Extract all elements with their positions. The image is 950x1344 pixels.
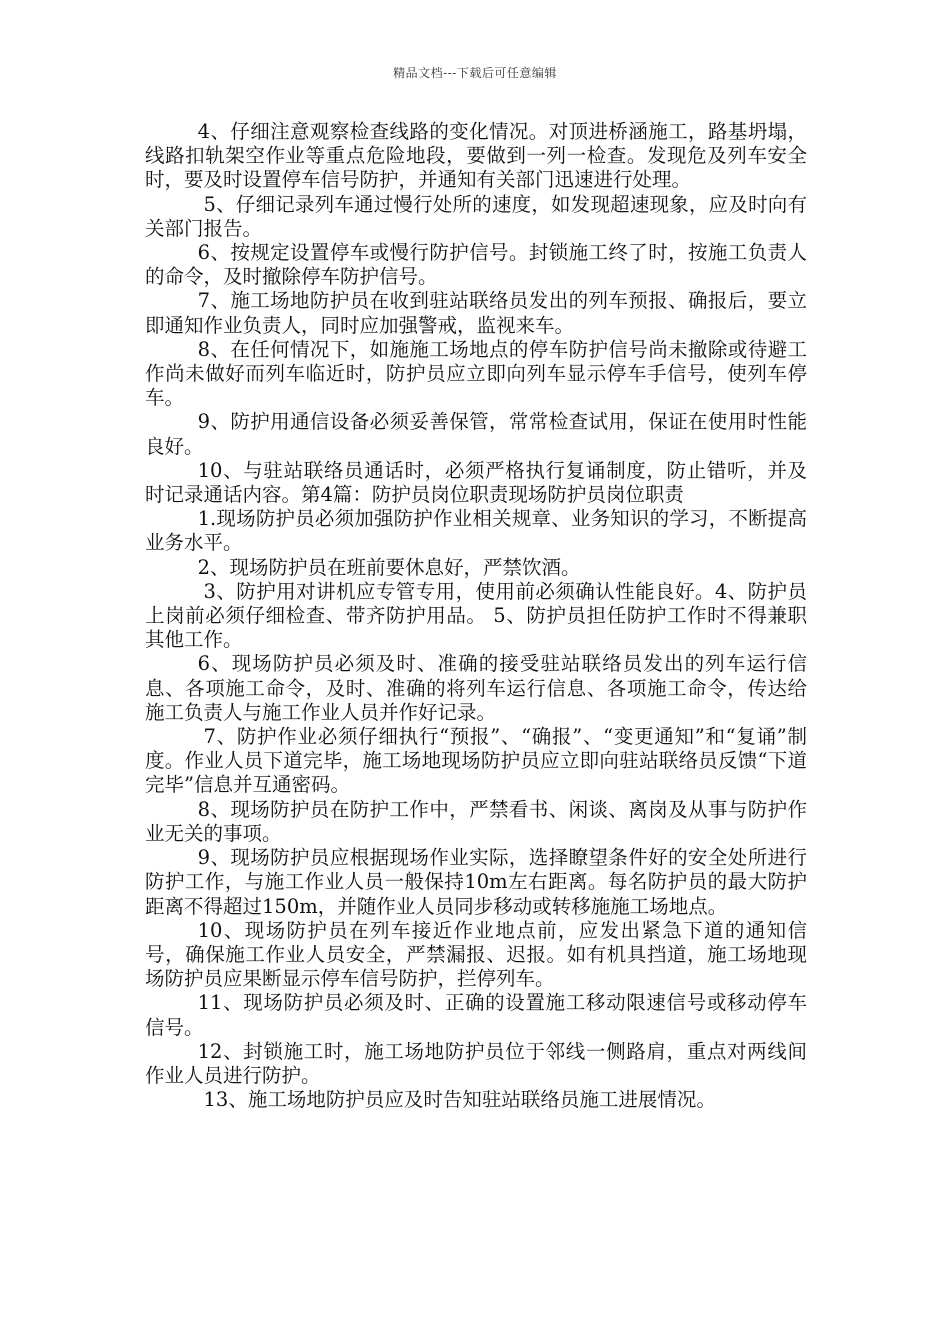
duty-item-8: 8、现场防护员在防护工作中，严禁看书、闲谈、离岗及从事与防护作业无关的事项。 <box>145 797 807 845</box>
duty-item-12: 12、封锁施工时，施工场地防护员位于邻线一侧路肩，重点对两线间作业人员进行防护。 <box>145 1039 807 1087</box>
duty-item-2: 2、现场防护员在班前要休息好，严禁饮酒。 <box>197 555 581 579</box>
paragraph-item-6: 6、按规定设置停车或慢行防护信号。封锁施工终了时，按施工负责人的命令，及时撤除停车防护信号。 <box>145 241 807 289</box>
paragraph-item-10: 10、与驻站联络员通话时，必须严格执行复诵制度，防止错听，并及时记录通话内容。第4篇：防护员岗位职责现场防护员岗位职责 <box>145 458 807 507</box>
duty-item-9: 9、现场防护员应根据现场作业实际，选择瞭望条件好的安全处所进行防护工作，与施工作业人员一般保持10m左右距离。每名防护员的最大防护距离不得超过150m，并随作业人员同步移动或转移施施工场地点。 <box>145 846 807 918</box>
duty-item-3-4-5: 3、防护用对讲机应专管专用，使用前必须确认性能良好。4、防护员上岗前必须仔细检查、带齐防护用品。 5、防护员担任防护工作时不得兼职其他工作。 <box>145 579 807 652</box>
duty-item-11: 11、现场防护员必须及时、正确的设置施工移动限速信号或移动停车信号。 <box>145 991 807 1039</box>
paragraph-item-8: 8、在任何情况下，如施施工场地点的停车防护信号尚未撤除或待避工作尚未做好而列车临近时，防护员应立即向列车显示停车手信号，使列车停车。 <box>145 337 807 410</box>
duty-item-1: 1.现场防护员必须加强防护作业相关规章、业务知识的学习，不断提高业务水平。 <box>145 507 807 555</box>
paragraph-item-9: 9、防护用通信设备必须妥善保管，常常检查试用，保证在使用时性能良好。 <box>145 410 807 458</box>
page-header: 精品文档---下载后可任意编辑 <box>393 66 557 80</box>
duty-item-7: 7、防护作业必须仔细执行“预报”、“确报”、“变更通知”和“复诵”制度。作业人员下道完毕，施工场地现场防护员应立即向驻站联络员反馈“下道完毕”信息并互通密码。 <box>145 725 807 797</box>
duty-item-10: 10、现场防护员在列车接近作业地点前，应发出紧急下道的通知信号，确保施工作业人员安全，严禁漏报、迟报。如有机具挡道，施工场地现场防护员应果断显示停车信号防护，拦停列车。 <box>145 918 807 991</box>
paragraph-item-5: 5、仔细记录列车通过慢行处所的速度，如发现超速现象，应及时向有关部门报告。 <box>145 192 807 240</box>
paragraph-item-4: 4、仔细注意观察检查线路的变化情况。对顶进桥涵施工，路基坍塌，线路扣轨架空作业等重点危险地段，要做到一列一检查。发现危及列车安全时，要及时设置停车信号防护，并通知有关部门迅速进行处理。 <box>145 120 807 192</box>
paragraph-item-7: 7、施工场地防护员在收到驻站联络员发出的列车预报、确报后，要立即通知作业负责人，同时应加强警戒，监视来车。 <box>145 289 807 337</box>
document-body <box>145 120 807 1112</box>
duty-item-6: 6、现场防护员必须及时、准确的接受驻站联络员发出的列车运行信息、各项施工命令，及时、准确的将列车运行信息、各项施工命令，传达给施工负责人与施工作业人员并作好记录。 <box>145 652 807 724</box>
duty-item-13: 13、施工场地防护员应及时告知驻站联络员施工进展情况。 <box>203 1088 716 1112</box>
